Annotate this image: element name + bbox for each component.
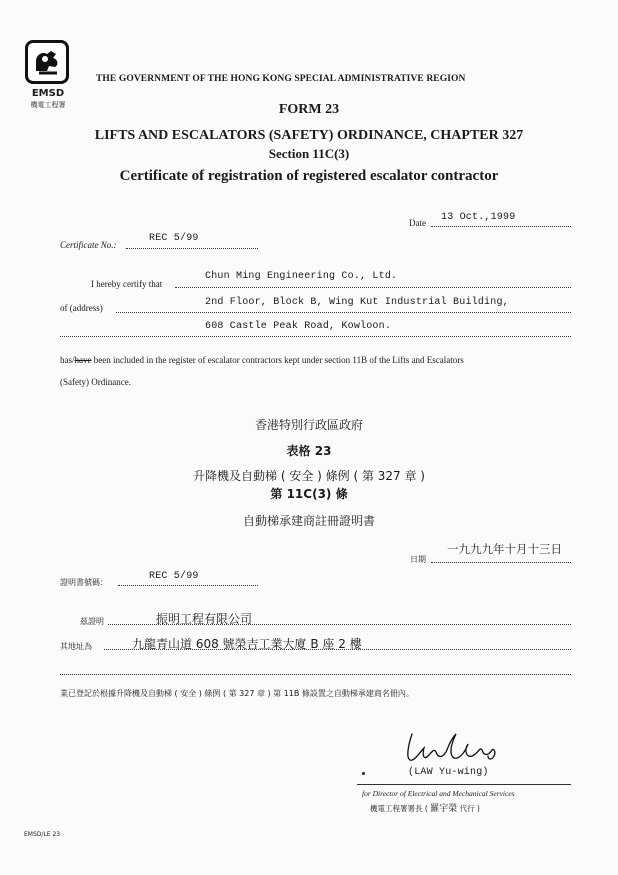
section-number-cn: 第 11C(3) 條 bbox=[270, 487, 348, 501]
address-label: of (address) bbox=[60, 303, 103, 313]
cert-no-line bbox=[126, 248, 258, 249]
company-name-cn: 振明工程有限公司 bbox=[156, 612, 253, 626]
cert-no-label-cn: 證明書號碼： bbox=[60, 578, 108, 587]
company-name-en: Chun Ming Engineering Co., Ltd. bbox=[205, 271, 398, 282]
certificate-title: Certificate of registration of registered escalator contractor bbox=[119, 168, 499, 184]
signatory-title-cn-b: 代行 ) bbox=[459, 804, 480, 813]
ordinance-title: LIFTS AND ESCALATORS (SAFETY) ORDINANCE, CHAPTER 327 bbox=[94, 128, 524, 143]
date-value-cn: 一九九九年十月十三日 bbox=[447, 542, 562, 556]
form-number: FORM 23 bbox=[278, 102, 340, 117]
address-line-2-rule bbox=[60, 336, 571, 337]
cert-no-value: REC 5/99 bbox=[149, 233, 199, 244]
certify-label: I hereby certify that bbox=[91, 279, 163, 289]
emsd-emblem-icon bbox=[30, 45, 64, 79]
cert-no-value-cn: REC 5/99 bbox=[149, 571, 199, 582]
form-code: EMSD/LE 23 bbox=[24, 831, 61, 838]
signatory-name: (LAW Yu-wing) bbox=[408, 767, 489, 778]
company-line-cn bbox=[108, 624, 571, 625]
gov-heading: THE GOVERNMENT OF THE HONG KONG SPECIAL ADMINISTRATIVE REGION bbox=[96, 74, 466, 84]
form-number-cn: 表格 23 bbox=[286, 444, 332, 458]
signatory-name-cn: 羅宇榮 bbox=[430, 804, 458, 814]
company-line bbox=[175, 287, 571, 288]
certificate-title-cn: 自動梯承建商註冊證明書 bbox=[242, 514, 375, 528]
address-label-cn: 其地址為 bbox=[60, 642, 92, 651]
emsd-logo bbox=[25, 40, 69, 84]
address-cn: 九龍青山道 608 號榮吉工業大廈 B 座 2 樓 bbox=[132, 637, 362, 651]
body-have-struck: have bbox=[74, 355, 92, 365]
signature-line bbox=[357, 784, 571, 785]
address-line-2: 608 Castle Peak Road, Kowloon. bbox=[205, 321, 392, 332]
gov-heading-cn: 香港特別行政區政府 bbox=[254, 418, 363, 432]
emsd-brand: EMSD bbox=[31, 88, 65, 99]
body-text-en bbox=[60, 355, 580, 365]
body-text-en-line2: (Safety) Ordinance. bbox=[60, 377, 131, 387]
date-label: Date bbox=[409, 218, 426, 228]
address-line-2-cn bbox=[60, 674, 571, 675]
signatory-title: for Director of Electrical and Mechanical Services bbox=[362, 789, 515, 798]
ordinance-title-cn: 升降機及自動梯 ( 安全 ) 條例 ( 第 327 章 ) bbox=[193, 469, 425, 483]
address-line-1: 2nd Floor, Block B, Wing Kut Industrial Building, bbox=[205, 297, 509, 308]
signatory-title-cn bbox=[370, 801, 480, 814]
cert-no-line-cn bbox=[118, 585, 258, 586]
date-line-cn bbox=[431, 562, 571, 563]
address-line-cn bbox=[104, 649, 571, 650]
signature-dot bbox=[362, 772, 365, 775]
address-line-1-rule bbox=[116, 312, 571, 313]
certify-label-cn: 茲證明 bbox=[80, 617, 104, 626]
date-value: 13 Oct.,1999 bbox=[441, 212, 516, 223]
date-label-cn: 日期 bbox=[410, 555, 426, 564]
emsd-brand-cn: 機電工程署 bbox=[30, 101, 66, 109]
signatory-title-cn-a: 機電工程署署長 ( bbox=[370, 804, 428, 813]
body-has: has/ bbox=[60, 355, 75, 365]
body-rest: been included in the register of escalator contractors kept under section 11B of the Lifts and Escalators bbox=[91, 355, 464, 365]
section-number: Section 11C(3) bbox=[268, 146, 350, 161]
date-line bbox=[431, 226, 571, 227]
cert-no-label: Certificate No.: bbox=[60, 240, 117, 250]
body-text-cn: 業已登記於根據升降機及自動梯 ( 安全 ) 條例 ( 第 327 章 ) 第 11B 條設置之自動梯承建商名冊內。 bbox=[60, 689, 414, 698]
signature-image bbox=[398, 726, 508, 770]
